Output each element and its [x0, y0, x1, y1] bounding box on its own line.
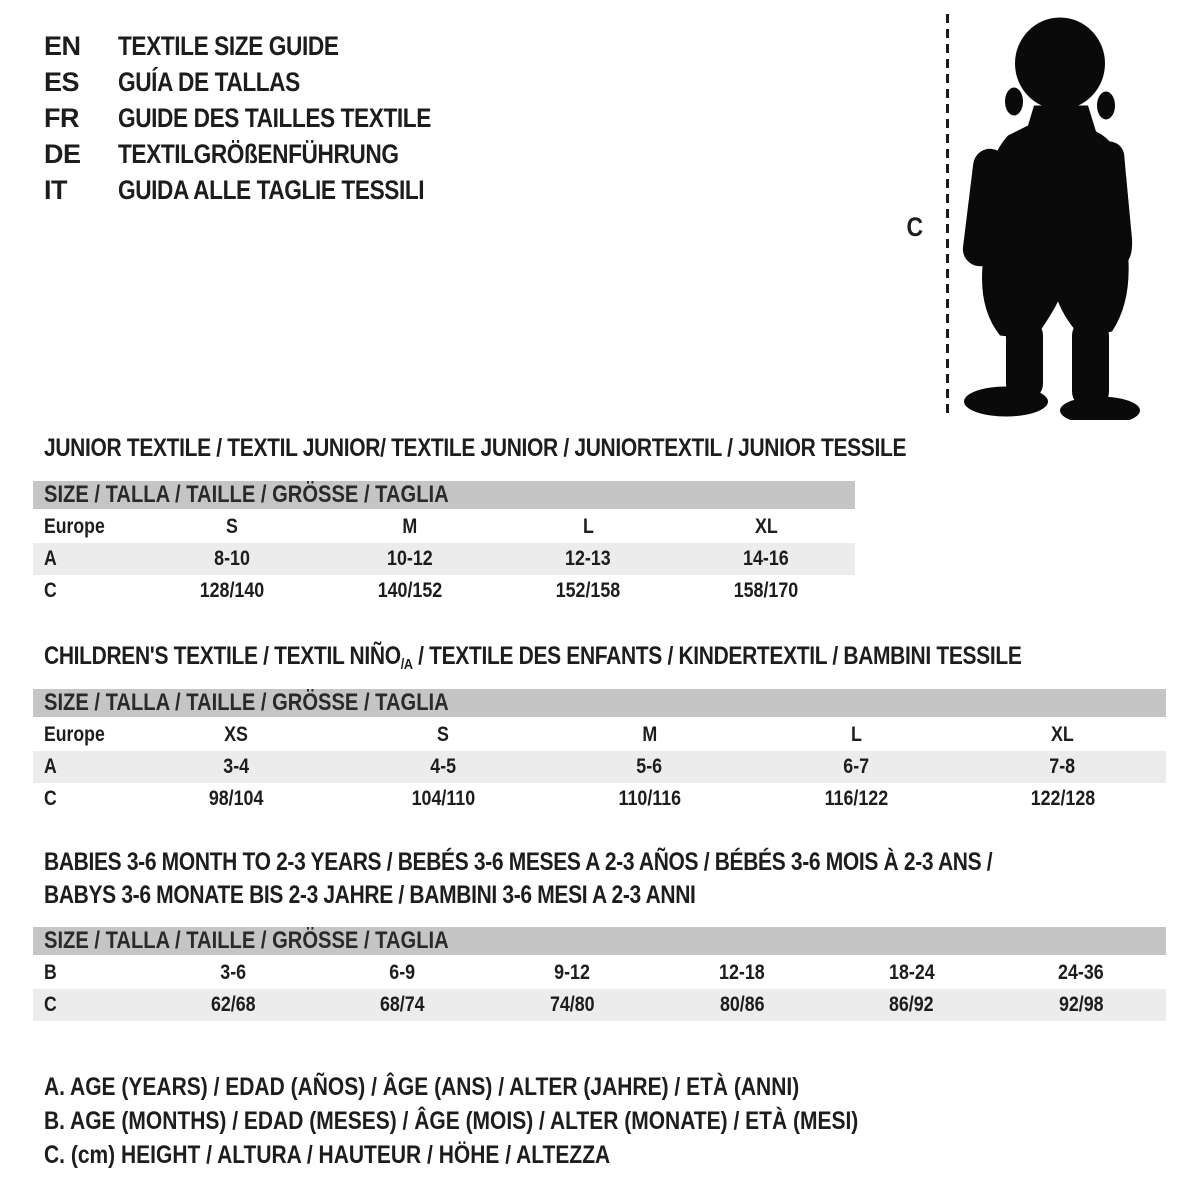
height-measure-dashed-line	[946, 14, 949, 416]
language-row	[44, 172, 491, 208]
row-label: C	[44, 787, 57, 810]
language-row	[44, 28, 491, 64]
language-title-block	[44, 28, 491, 208]
size-header-bar	[33, 481, 855, 509]
table-cell: 9-12	[554, 961, 591, 984]
table-cell: 14-16	[743, 547, 789, 570]
table-row-europe	[33, 719, 1166, 751]
language-row	[44, 100, 491, 136]
language-row	[44, 64, 491, 100]
table-cell: 10-12	[387, 547, 433, 570]
table-cell: S	[436, 723, 449, 746]
babies-title-line-1: BABIES 3-6 MONTH TO 2-3 YEARS / BEBÉS 3-6 MESES A 2-3 AÑOS / BÉBÉS 3-6 MOIS À 2-3 ANS /	[44, 848, 993, 876]
table-row-europe	[33, 511, 855, 543]
table-cell: 140/152	[377, 579, 443, 602]
height-measure-label-c: C	[906, 212, 924, 242]
language-code: IT	[44, 174, 67, 205]
size-header-label: SIZE / TALLA / TAILLE / GRÖSSE / TAGLIA	[44, 689, 449, 716]
table-row-height-cm	[33, 783, 1166, 815]
table-cell: 158/170	[733, 579, 799, 602]
table-row-height-cm	[33, 989, 1166, 1021]
table-cell: 24-36	[1058, 961, 1105, 984]
guide-title-fr: GUIDE DES TAILLES TEXTILE	[118, 102, 431, 133]
table-cell: 68/74	[380, 993, 425, 1016]
size-header-label: SIZE / TALLA / TAILLE / GRÖSSE / TAGLIA	[44, 481, 449, 508]
table-cell: 5-6	[636, 755, 663, 778]
guide-title-es: GUÍA DE TALLAS	[118, 66, 300, 97]
language-code: EN	[44, 30, 81, 61]
table-cell: L	[582, 515, 594, 538]
babies-title-line-2: BABYS 3-6 MONATE BIS 2-3 JAHRE / BAMBINI 3-6 MESI A 2-3 ANNI	[44, 881, 696, 909]
junior-size-table	[33, 481, 855, 607]
table-cell: 98/104	[208, 787, 264, 810]
table-cell: 122/128	[1030, 787, 1095, 810]
legend-line-c: C. (cm) HEIGHT / ALTURA / HAUTEUR / HÖHE / ALTEZZA	[44, 1141, 611, 1169]
table-cell: 104/110	[411, 787, 475, 810]
table-cell: XL	[1051, 723, 1075, 746]
legend-line-a: A. AGE (YEARS) / EDAD (AÑOS) / ÂGE (ANS) / ALTER (JAHRE) / ETÀ (ANNI)	[44, 1073, 800, 1101]
table-cell: XL	[754, 515, 778, 538]
table-cell: 152/158	[555, 579, 621, 602]
nino-a-subscript: /A	[400, 656, 413, 673]
children-size-table	[33, 689, 1166, 815]
language-code: FR	[44, 102, 79, 133]
measurement-legend	[44, 1070, 1013, 1172]
table-cell: M	[642, 723, 657, 746]
legend-line-b: B. AGE (MONTHS) / EDAD (MESES) / ÂGE (MOIS) / ALTER (MONATE) / ETÀ (MESI)	[44, 1107, 859, 1135]
row-label: B	[44, 961, 57, 984]
table-row-height-cm	[33, 575, 855, 607]
junior-section-title: JUNIOR TEXTILE / TEXTIL JUNIOR/ TEXTILE JUNIOR / JUNIORTEXTIL / JUNIOR TESSILE	[44, 434, 907, 462]
toddler-silhouette-icon	[950, 13, 1148, 420]
table-cell: 6-7	[843, 755, 869, 778]
table-cell: 4-5	[429, 755, 456, 778]
size-header-label: SIZE / TALLA / TAILLE / GRÖSSE / TAGLIA	[44, 927, 449, 954]
row-label: Europe	[44, 723, 105, 746]
babies-section-title	[44, 846, 1173, 912]
language-code: ES	[44, 66, 80, 97]
table-cell: L	[850, 723, 862, 746]
table-row-age-years	[33, 751, 1166, 783]
row-label: A	[44, 547, 57, 570]
table-cell: 12-18	[719, 961, 765, 984]
table-cell: 80/86	[719, 993, 765, 1016]
table-cell: 6-9	[389, 961, 416, 984]
table-cell: M	[402, 515, 418, 538]
guide-title-de: TEXTILGRÖßENFÜHRUNG	[118, 138, 399, 169]
table-row-age-years	[33, 543, 855, 575]
guide-title-en: TEXTILE SIZE GUIDE	[118, 30, 339, 61]
table-cell: 3-6	[219, 961, 246, 984]
guide-title-it: GUIDA ALLE TAGLIE TESSILI	[118, 174, 425, 205]
table-cell: 110/116	[618, 787, 681, 810]
table-cell: S	[226, 515, 238, 538]
table-cell: 18-24	[888, 961, 935, 984]
table-cell: 86/92	[889, 993, 934, 1016]
table-cell: 7-8	[1049, 755, 1076, 778]
language-code: DE	[44, 138, 81, 169]
babies-size-table	[33, 927, 1166, 1021]
row-label: C	[44, 993, 57, 1016]
language-row	[44, 136, 491, 172]
row-label: Europe	[44, 515, 105, 538]
row-label: C	[44, 579, 57, 602]
table-cell: 3-4	[223, 755, 250, 778]
table-cell: XS	[224, 723, 249, 746]
table-cell: 74/80	[549, 993, 595, 1016]
size-header-bar	[33, 689, 1166, 717]
table-cell: 92/98	[1058, 993, 1104, 1016]
table-cell: 128/140	[199, 579, 265, 602]
table-cell: 12-13	[565, 547, 611, 570]
table-cell: 62/68	[210, 993, 256, 1016]
table-row-age-months	[33, 957, 1166, 989]
children-section-title: CHILDREN'S TEXTILE / TEXTIL $NIÑO_{/A}$ / TEXTILE DES ENFANTS / KINDERTEXTIL / BAMBINI TESSILE	[44, 642, 1022, 673]
table-cell: 8-10	[214, 547, 250, 570]
row-label: A	[44, 755, 57, 778]
table-cell: 116/122	[824, 787, 888, 810]
size-header-bar	[33, 927, 1166, 955]
